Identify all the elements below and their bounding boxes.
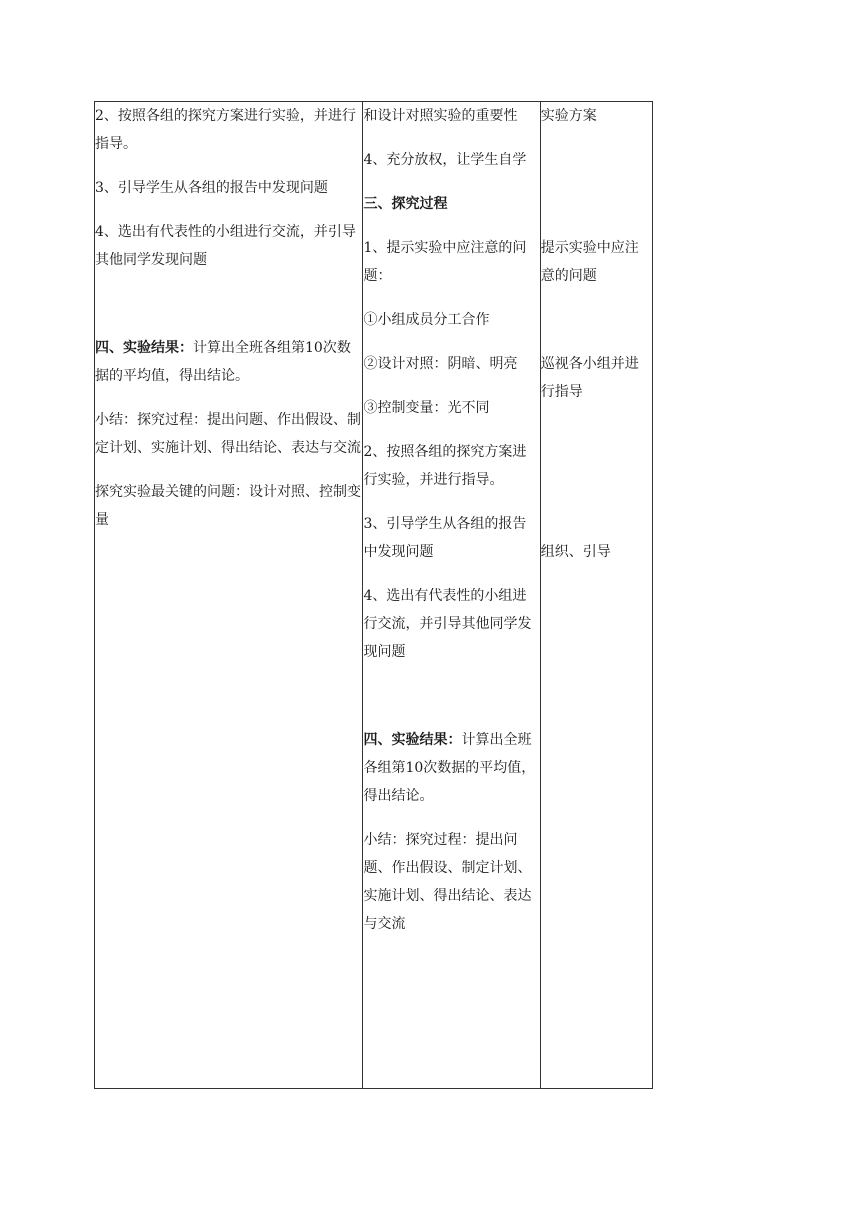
result-paragraph-col2 <box>363 726 539 810</box>
step-3-text: 3、引导学生从各组的报告中发现问题 <box>95 180 328 196</box>
step-2-text: 2、按照各组的探究方案进行实验，并进行指导。 <box>95 108 356 152</box>
step-4-text: 4、选出有代表性的小组进行交流，并引导其他同学发现问题 <box>95 224 356 268</box>
variable-control-text: ③控制变量：光不同 <box>363 400 490 416</box>
result-text-col2: 计算出全班各组第10次数据的平均值，得出结论。 <box>363 732 536 804</box>
summary-text-col2: 小结：探究过程：提出问题、作出假设、制定计划、实施计划、得出结论、表达与交流 <box>363 832 532 932</box>
result-heading-col2: 四、实验结果： <box>363 732 462 748</box>
student-activity-cell <box>363 102 540 1089</box>
table-row <box>95 102 653 1089</box>
intent-plan-text: 实验方案 <box>540 108 597 124</box>
teacher-activity-cell <box>95 102 363 1089</box>
summary-text: 小结：探究过程：提出问题、作出假设、制定计划、实施计划、得出结论、表达与交流 <box>95 412 361 456</box>
key-problem-text: 探究实验最关键的问题：设计对照、控制变量 <box>95 484 361 528</box>
contrast-design-text: ②设计对照：阴暗、明亮 <box>363 356 518 372</box>
process-heading-paragraph <box>363 190 539 218</box>
result-text: 计算出全班各组第10次数据的平均值，得出结论。 <box>95 340 351 384</box>
intent-organize-text: 组织、引导 <box>540 544 611 560</box>
process-heading: 三、探究过程 <box>363 196 448 212</box>
contrast-importance-text: 和设计对照实验的重要性 <box>363 108 518 124</box>
step-4-text-col2: 4、选出有代表性的小组进行交流，并引导其他同学发现问题 <box>363 588 532 660</box>
teamwork-text: ①小组成员分工合作 <box>363 312 490 328</box>
lesson-plan-table <box>94 101 653 1089</box>
step-2-text-col2: 2、按照各组的探究方案进行实验，并进行指导。 <box>363 444 527 488</box>
hint-text: 1、提示实验中应注意的问题： <box>363 240 527 284</box>
result-paragraph <box>95 334 362 390</box>
step-3-text-col2: 3、引导学生从各组的报告中发现问题 <box>363 516 527 560</box>
intent-hint-text: 提示实验中应注意的问题 <box>540 240 639 284</box>
self-study-text: 4、充分放权，让学生自学 <box>363 152 527 168</box>
result-heading: 四、实验结果： <box>95 340 193 356</box>
intent-patrol-text: 巡视各小组并进行指导 <box>540 356 639 400</box>
design-intent-cell <box>540 102 652 1089</box>
